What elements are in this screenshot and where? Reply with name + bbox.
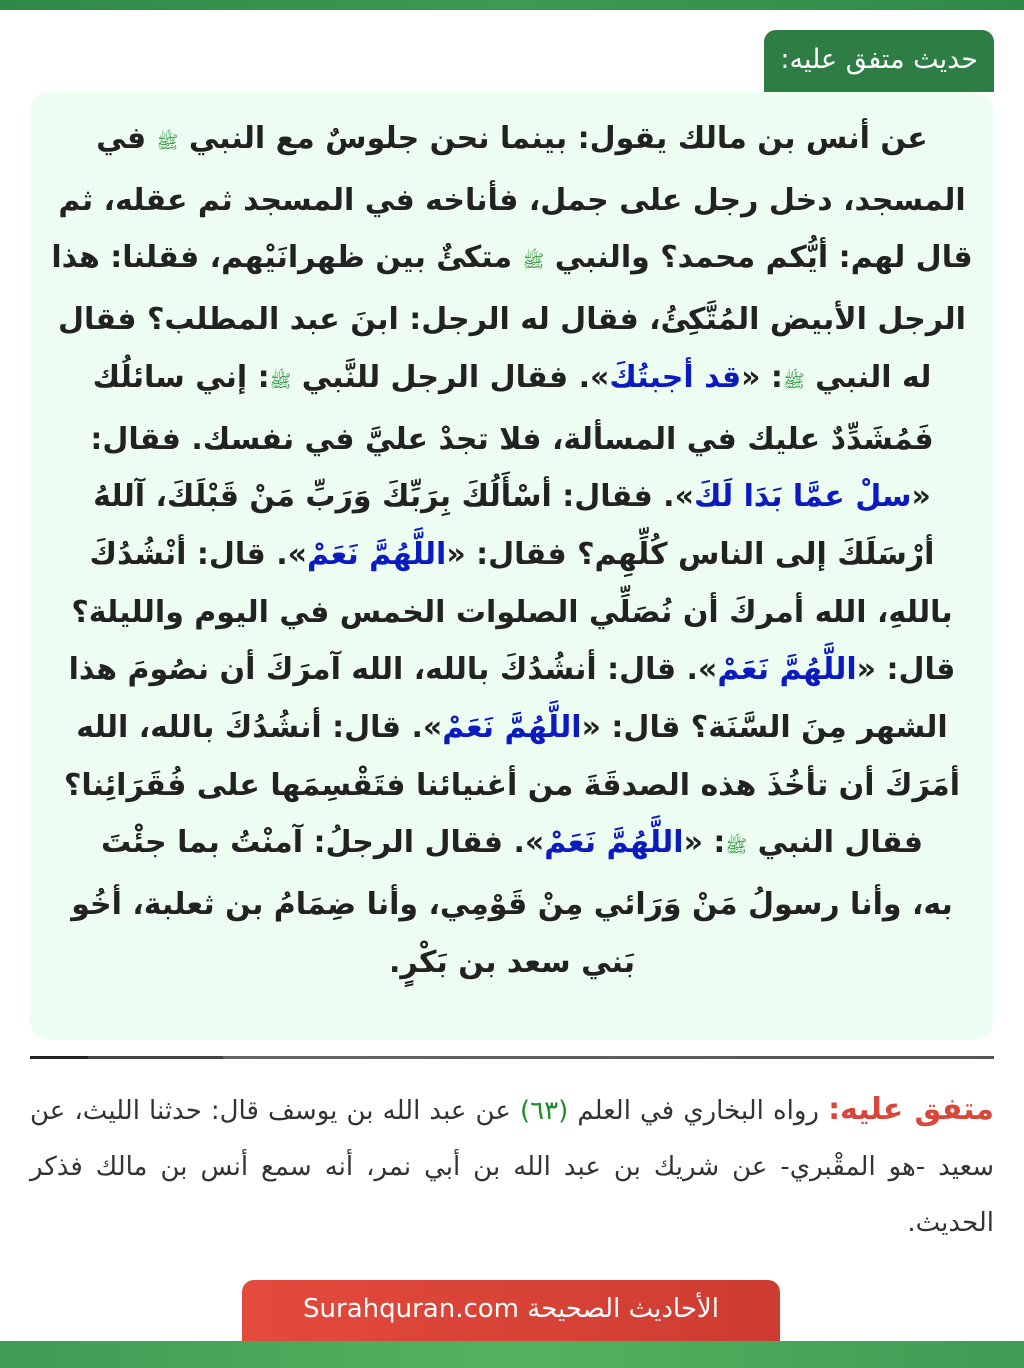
section-title: حديث متفق عليه:: [764, 30, 994, 92]
hadith-segment: : «: [741, 359, 783, 395]
bottom-green-bar: [0, 1341, 1024, 1368]
hadith-text: [50, 110, 974, 992]
hadith-segment: ». قال: أنْشُدُكَ باللهِ، الله أمركَ أن نُصَلِّي الصلوات الخمس في اليوم والليلة؟ قال: «: [71, 536, 956, 688]
salutation-icon: ﷺ: [269, 370, 292, 392]
prophet-quote: اللَّهُمَّ نَعَمْ: [307, 536, 447, 572]
source-text-before: رواه البخاري في العلم: [568, 1096, 829, 1126]
hadith-segment: ». فقال الرجلُ: آمنْتُ بما جئْتَ: [101, 825, 545, 861]
hadith-segment: ». فقال: أسْأَلُكَ بِرَبِّكَ وَرَبِّ مَنْ قَبْلَكَ، آللهُ أرْسَلَكَ إلى الناس كُلِّهِم؟ فقال: «: [93, 479, 935, 572]
prophet-quote: اللَّهُمَّ نَعَمْ: [544, 825, 684, 861]
salutation-icon: ﷺ: [156, 132, 179, 153]
hadith-segment: ». قال: أنشُدُكَ بالله، الله آمرَكَ أن نصُومَ هذا الشهر مِنَ السَّنَة؟ قال: «: [68, 652, 948, 746]
prophet-quote: اللَّهُمَّ نَعَمْ: [717, 652, 857, 688]
hadith-segment: في المسجد، دخل رجل على جمل، فأناخه في المسجد ثم عقله، ثم قال لهم: أيُّكم محمد؟ والنبي: [58, 121, 973, 276]
source-citation: [30, 1082, 994, 1251]
hadith-segment: ». قال: أنشُدُكَ بالله، الله أمَرَكَ أن تأخُذَ هذه الصدقَةَ من أغنيائنا فتَقْسِمَها على فُقَرَائِنا؟ فقال النبي: [63, 710, 960, 861]
hadith-segment: به، وأنا رسولُ مَنْ وَرَائي مِنْ قَوْمِي، وأنا ضِمَامُ بن ثعلبة، أخُو بَني سعد بن بَكْرٍ.: [71, 887, 953, 980]
hadith-segment: متكئٌ بين ظهرانَيْهم، فقلنا: هذا الرجل الأبيض المُتَّكِئُ، فقال له الرجل: ابنَ عبد المطلب؟ فقال له النبي: [51, 240, 966, 395]
hadith-segment: عن أنس بن مالك يقول: بينما نحن جلوسٌ مع النبي: [178, 121, 928, 156]
source-label: متفق عليه:: [828, 1092, 994, 1127]
salutation-icon: ﷺ: [725, 836, 748, 858]
prophet-quote: سلْ عمَّا بَدَا لَكَ: [693, 479, 912, 515]
prophet-quote: اللَّهُمَّ نَعَمْ: [442, 710, 582, 746]
hadith-segment: ». فقال الرجل للنَّبي: [291, 359, 610, 395]
top-green-bar: [0, 0, 1024, 10]
source-text-after: عن عبد الله بن يوسف قال: حدثنا الليث، عن سعيد -هو المقْبري- عن شريك بن عبد الله بن أبي نمر، أنه سمع أنس بن مالك فذكر الحديث.: [30, 1096, 994, 1238]
prophet-quote: قد أجبتُكَ: [609, 359, 742, 395]
source-hadith-number: (٦٣): [519, 1096, 569, 1126]
hadith-segment: : إني سائلُك فَمُشَدِّدٌ عليك في المسألة، فلا تجدْ عليَّ في نفسك. فقال: «: [90, 359, 934, 515]
divider: [30, 1056, 994, 1059]
salutation-icon: ﷺ: [782, 370, 805, 392]
hadith-box: [30, 92, 994, 1040]
hadith-segment: : «: [683, 825, 726, 861]
site-badge[interactable]: الأحاديث الصحيحة Surahquran.com: [242, 1280, 780, 1342]
salutation-icon: ﷺ: [522, 251, 545, 273]
